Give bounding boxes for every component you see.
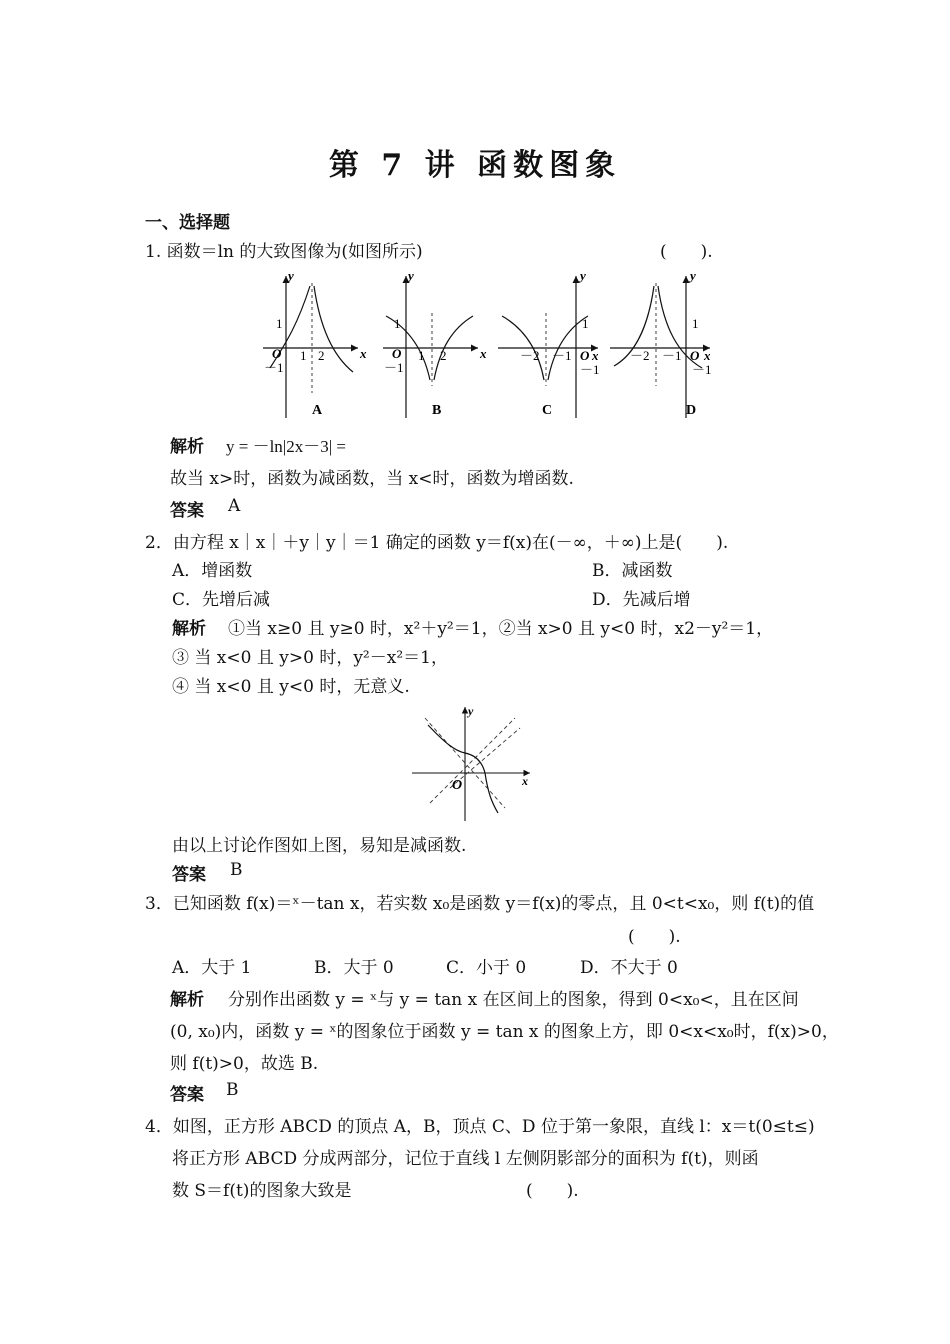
page-title: 第 7 讲 函数图象: [328, 148, 622, 183]
q1-analysis-label: 解析: [170, 437, 204, 457]
graph-b: [383, 268, 487, 418]
svg-text:－2: －2: [630, 348, 650, 363]
svg-text:x: x: [480, 346, 487, 361]
q2-option-b: B．减函数: [592, 561, 673, 581]
q3-blank: ( ).: [628, 927, 681, 947]
graph-a: [263, 268, 367, 418]
q2-option-a: A．增函数: [172, 561, 253, 581]
q3-answer: B: [226, 1080, 239, 1100]
q2-analysis-3: ④ 当 x<0 且 y<0 时，无意义.: [172, 677, 410, 697]
svg-text:x: x: [704, 348, 711, 363]
svg-text:C: C: [542, 403, 553, 418]
q2-analysis-1: ①当 x≥0 且 y≥0 时，x²＋y²＝1，②当 x>0 且 y<0 时，x2－y²＝1，: [228, 619, 774, 639]
svg-text:－1: －1: [552, 348, 572, 363]
svg-text:y: y: [408, 268, 414, 283]
q3-analysis-1: 分别作出函数 y = ˣ与 y = tan x 在区间上的图象，得到 0<x₀<，且在区间: [228, 990, 799, 1010]
q2-figure: [410, 703, 535, 823]
svg-text:－1: －1: [692, 362, 712, 377]
q3-analysis-label: 解析: [170, 990, 204, 1010]
q3-answer-label: 答案: [170, 1085, 204, 1105]
q2-answer-label: 答案: [172, 865, 206, 885]
svg-text:1: 1: [276, 316, 283, 331]
svg-text:－1: －1: [662, 348, 682, 363]
graph-c: [498, 268, 600, 418]
svg-text:1: 1: [300, 348, 307, 363]
svg-text:y: y: [288, 268, 294, 283]
svg-text:1: 1: [394, 316, 401, 331]
q1-blank: ( ).: [660, 242, 713, 262]
q3-analysis-2: (0, x₀)内，函数 y = ˣ的图象位于函数 y = tan x 的图象上方，即 0<x<x₀时，f(x)>0，: [170, 1022, 839, 1042]
q4-line-1: 4．如图，正方形 ABCD 的顶点 A，B，顶点 C、D 位于第一象限，直线 l：x＝t(0≤t≤): [145, 1117, 815, 1137]
svg-text:2: 2: [440, 348, 447, 363]
svg-text:D: D: [686, 403, 697, 418]
svg-text:A: A: [312, 403, 323, 418]
svg-text:1: 1: [692, 316, 699, 331]
q2-option-c: C．先增后减: [172, 590, 271, 610]
q1-answer: A: [228, 496, 241, 516]
svg-text:－1: －1: [384, 360, 404, 375]
svg-text:x: x: [592, 348, 599, 363]
q3-option-b: B．大于 0: [314, 958, 394, 978]
q1-analysis-1: y = －ln|2x－3| =: [226, 437, 346, 456]
graph-d: [610, 268, 712, 418]
svg-text:－1: －1: [264, 360, 284, 375]
svg-text:2: 2: [318, 348, 325, 363]
q2-answer: B: [230, 860, 243, 880]
svg-text:O: O: [580, 348, 590, 363]
q4-blank: ( ).: [526, 1181, 579, 1201]
q3-option-a: A．大于 1: [172, 958, 252, 978]
section-heading: 一、选择题: [145, 213, 230, 233]
q3-stem: 3．已知函数 f(x)＝ˣ－tan x，若实数 x₀是函数 y＝f(x)的零点，且 0<t<x₀，则 f(t)的值: [145, 894, 815, 914]
q3-option-c: C．小于 0: [446, 958, 527, 978]
q2-stem: 2．由方程 x｜x｜＋y｜y｜＝1 确定的函数 y＝f(x)在(－∞，＋∞)上是( ).: [145, 533, 729, 553]
svg-text:－2: －2: [520, 348, 540, 363]
svg-text:O: O: [392, 346, 402, 361]
q2-conclusion: 由以上讨论作图如上图，易知是减函数.: [172, 836, 467, 856]
svg-text:y: y: [690, 268, 696, 283]
svg-text:y: y: [468, 704, 474, 718]
svg-text:B: B: [432, 403, 442, 418]
q2-analysis-label: 解析: [172, 619, 206, 639]
q4-line-3: 数 S＝f(t)的图象大致是: [172, 1181, 352, 1201]
q3-option-d: D．不大于 0: [580, 958, 678, 978]
svg-text:－1: －1: [580, 362, 600, 377]
svg-text:O: O: [452, 778, 463, 793]
svg-text:O: O: [272, 346, 282, 361]
svg-text:x: x: [522, 774, 528, 788]
q2-analysis-2: ③ 当 x<0 且 y>0 时，y²－x²＝1，: [172, 648, 448, 668]
q1-answer-label: 答案: [170, 501, 204, 521]
q1-graph-options: [258, 268, 728, 428]
svg-text:y: y: [580, 268, 586, 283]
svg-text:x: x: [360, 346, 367, 361]
q2-option-d: D．先减后增: [592, 590, 691, 610]
q3-analysis-3: 则 f(t)>0，故选 B.: [170, 1054, 319, 1074]
svg-text:1: 1: [582, 316, 589, 331]
q1-stem: 1. 函数＝ln 的大致图像为(如图所示): [145, 242, 423, 262]
q1-analysis-2: 故当 x>时，函数为减函数，当 x<时，函数为增函数.: [170, 469, 574, 489]
q4-line-2: 将正方形 ABCD 分成两部分，记位于直线 l 左侧阴影部分的面积为 f(t)，则函: [172, 1149, 759, 1169]
svg-text:1: 1: [418, 348, 425, 363]
svg-text:O: O: [690, 348, 700, 363]
